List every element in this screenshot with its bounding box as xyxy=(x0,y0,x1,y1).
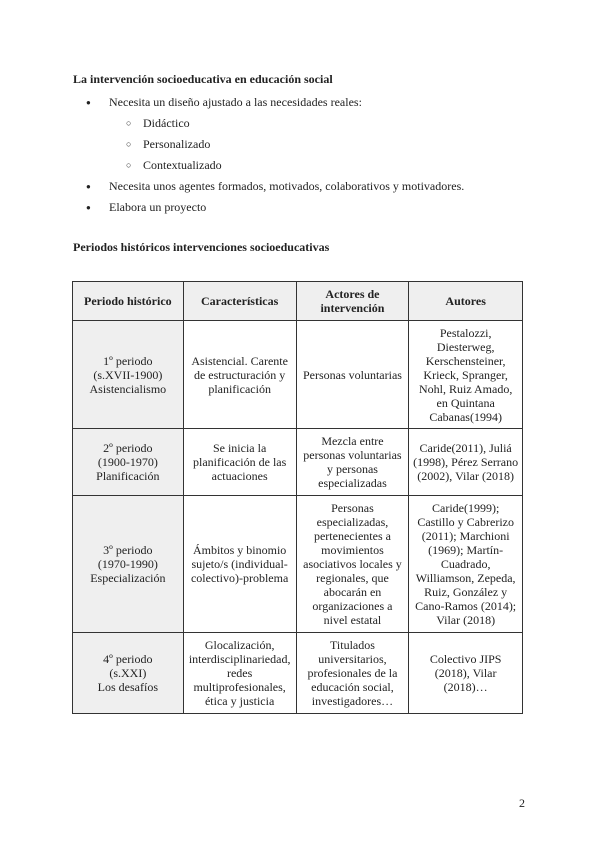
section-title-intervencion: La intervención socioeducativa en educación social xyxy=(73,72,333,86)
table-row xyxy=(73,496,523,633)
cell-periodo xyxy=(73,429,184,496)
cell-autores: Pestalozzi, Diesterweg, Kerschensteiner, Krieck, Spranger, Nohl, Ruiz Amado, en Quintana Cabanas(1994) xyxy=(409,321,523,429)
cell-caracteristicas: Asistencial. Carente de estructuración y planificación xyxy=(183,321,296,429)
cell-autores: Colectivo JIPS (2018), Vilar (2018)… xyxy=(409,633,523,714)
periodo-number: 4º periodo xyxy=(103,652,153,666)
table-header-row xyxy=(73,282,523,321)
periodo-number: 1º periodo xyxy=(103,353,153,368)
bullet-list xyxy=(86,94,464,220)
cell-actores: Mezcla entre personas voluntarias y personas especializadas xyxy=(296,429,409,496)
header-periodo: Periodo histórico xyxy=(73,282,184,321)
periodo-number: 3º periodo xyxy=(103,543,153,557)
cell-autores: Caride(1999); Castillo y Cabrerizo (2011); Marchioni (1969); Martín-Cuadrado, Williamson, Zepeda, Ruiz, González y Cano-Ramos (2014); Vilar (2018) xyxy=(409,496,523,633)
periodo-range: (1900-1970) xyxy=(97,455,158,469)
header-caracteristicas: Características xyxy=(183,282,296,321)
cell-periodo xyxy=(73,633,184,714)
periodo-name: Asistencialismo xyxy=(89,381,167,396)
section-title-periodos: Periodos históricos intervenciones socioeducativas xyxy=(73,240,330,254)
cell-caracteristicas: Glocalización, interdisciplinariedad, redes multiprofesionales, ética y justicia xyxy=(183,633,296,714)
periodo-name: Planificación xyxy=(96,469,160,483)
cell-actores: Personas voluntarias xyxy=(296,321,409,429)
sub-bullet-item: ○ Didáctico xyxy=(86,115,464,136)
table-row xyxy=(73,633,523,714)
periodo-range: (s.XXI) xyxy=(109,666,147,680)
periods-table xyxy=(72,281,523,714)
periodo-name: Los desafíos xyxy=(97,680,158,694)
cell-actores: Personas especializadas, pertenecientes a movimientos asociativos locales y regionales, que abocarán en organizaciones a nivel estatal xyxy=(296,496,409,633)
bullet-item: ● Elabora un proyecto xyxy=(86,199,464,220)
cell-actores: Titulados universitarios, profesionales de la educación social, investigadores… xyxy=(296,633,409,714)
periodo-range: (s.XVII-1900) xyxy=(93,367,163,382)
cell-periodo xyxy=(73,496,184,633)
table-row xyxy=(73,429,523,496)
periodo-name: Especialización xyxy=(90,571,166,585)
cell-caracteristicas: Se inicia la planificación de las actuaciones xyxy=(183,429,296,496)
header-actores: Actores de intervención xyxy=(296,282,409,321)
periodo-range: (1970-1990) xyxy=(97,557,158,571)
cell-caracteristicas: Ámbitos y binomio sujeto/s (individual-colectivo)-problema xyxy=(183,496,296,633)
periodo-number: 2º periodo xyxy=(103,441,153,455)
sub-bullet-item: ○ Personalizado xyxy=(86,136,464,157)
page-number: 2 xyxy=(519,796,525,810)
bullet-item: ● Necesita unos agentes formados, motivados, colaborativos y motivadores. xyxy=(86,178,464,199)
cell-periodo xyxy=(73,321,184,429)
bullet-item: ● Necesita un diseño ajustado a las necesidades reales: xyxy=(86,94,464,115)
header-autores: Autores xyxy=(409,282,523,321)
cell-autores: Caride(2011), Juliá (1998), Pérez Serrano (2002), Vilar (2018) xyxy=(409,429,523,496)
sub-bullet-item: ○ Contextualizado xyxy=(86,157,464,178)
table-row xyxy=(73,321,523,429)
